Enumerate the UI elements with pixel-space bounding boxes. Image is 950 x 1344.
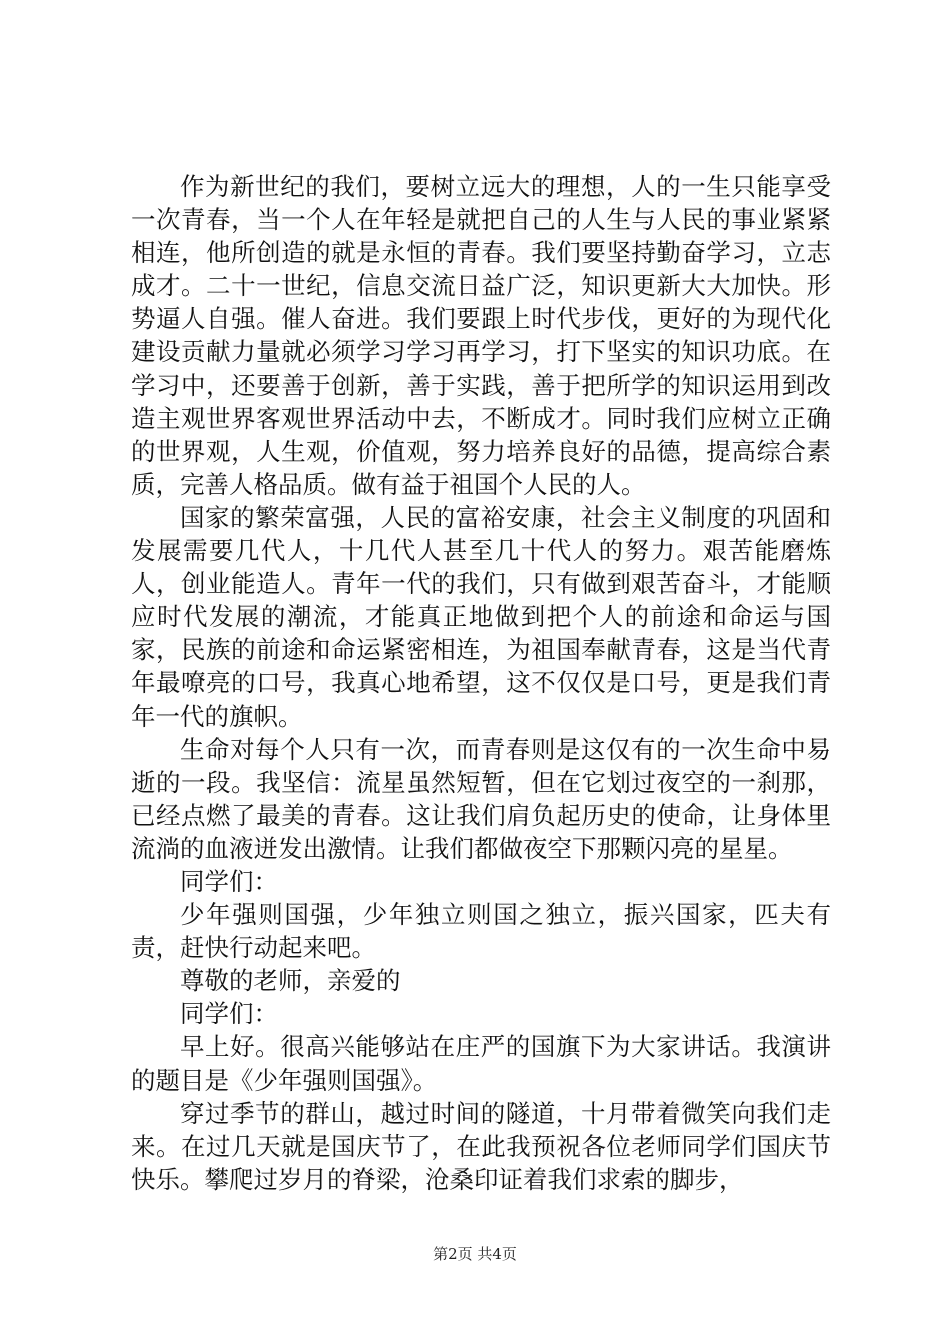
paragraph-october: 穿过季节的群山，越过时间的隧道，十月带着微笑向我们走来。在过几天就是国庆节了，在此我预祝各位老师同学们国庆节快乐。攀爬过岁月的脊梁，沧桑印证着我们求索的脚步， <box>131 1098 831 1194</box>
page-number-footer: 第2页 共4页 <box>433 1245 517 1263</box>
paragraph-2: 国家的繁荣富强，人民的富裕安康，社会主义制度的巩固和发展需要几代人，十几代人甚至几十代人的努力。艰苦能磨炼人，创业能造人。青年一代的我们，只有做到艰苦奋斗，才能顺应时代发展的潮流，才能真正地做到把个人的前途和命运与国家，民族的前途和命运紧密相连，为祖国奉献青春，这是当代青年最嘹亮的口号，我真心地希望，这不仅仅是口号，更是我们青年一代的旗帜。 <box>131 502 831 731</box>
document-body <box>131 170 831 1196</box>
salutation-classmates-2: 同学们： <box>180 999 278 1029</box>
paragraph-1: 作为新世纪的我们，要树立远大的理想，人的一生只能享受一次青春，当一个人在年轻是就把自己的人生与人民的事业紧紧相连，他所创造的就是永恒的青春。我们要坚持勤奋学习，立志成才。二十一世纪，信息交流日益广泛，知识更新大大加快。形势逼人自强。催人奋进。我们要跟上时代步伐，更好的为现代化建设贡献力量就必须学习学习再学习，打下坚实的知识功底。在学习中，还要善于创新，善于实践，善于把所学的知识运用到改造主观世界客观世界活动中去，不断成才。同时我们应树立正确的世界观，人生观，价值观，努力培养良好的品德，提高综合素质，完善人格品质。做有益于祖国个人民的人。 <box>131 172 831 499</box>
paragraph-3: 生命对每个人只有一次，而青春则是这仅有的一次生命中易逝的一段。我坚信：流星虽然短暂，但在它划过夜空的一刹那，已经点燃了最美的青春。这让我们肩负起历史的使命，让身体里流淌的血液迸发出激情。让我们都做夜空下那颗闪亮的星星。 <box>131 734 831 863</box>
salutation-classmates: 同学们： <box>180 866 278 896</box>
paragraph-greeting: 早上好。很高兴能够站在庄严的国旗下为大家讲话。我演讲的题目是《少年强则国强》。 <box>131 1032 831 1095</box>
salutation-teachers: 尊敬的老师，亲爱的 <box>180 966 401 996</box>
paragraph-call-to-action: 少年强则国强，少年独立则国之独立，振兴国家，匹夫有责，赶快行动起来吧。 <box>131 900 831 963</box>
